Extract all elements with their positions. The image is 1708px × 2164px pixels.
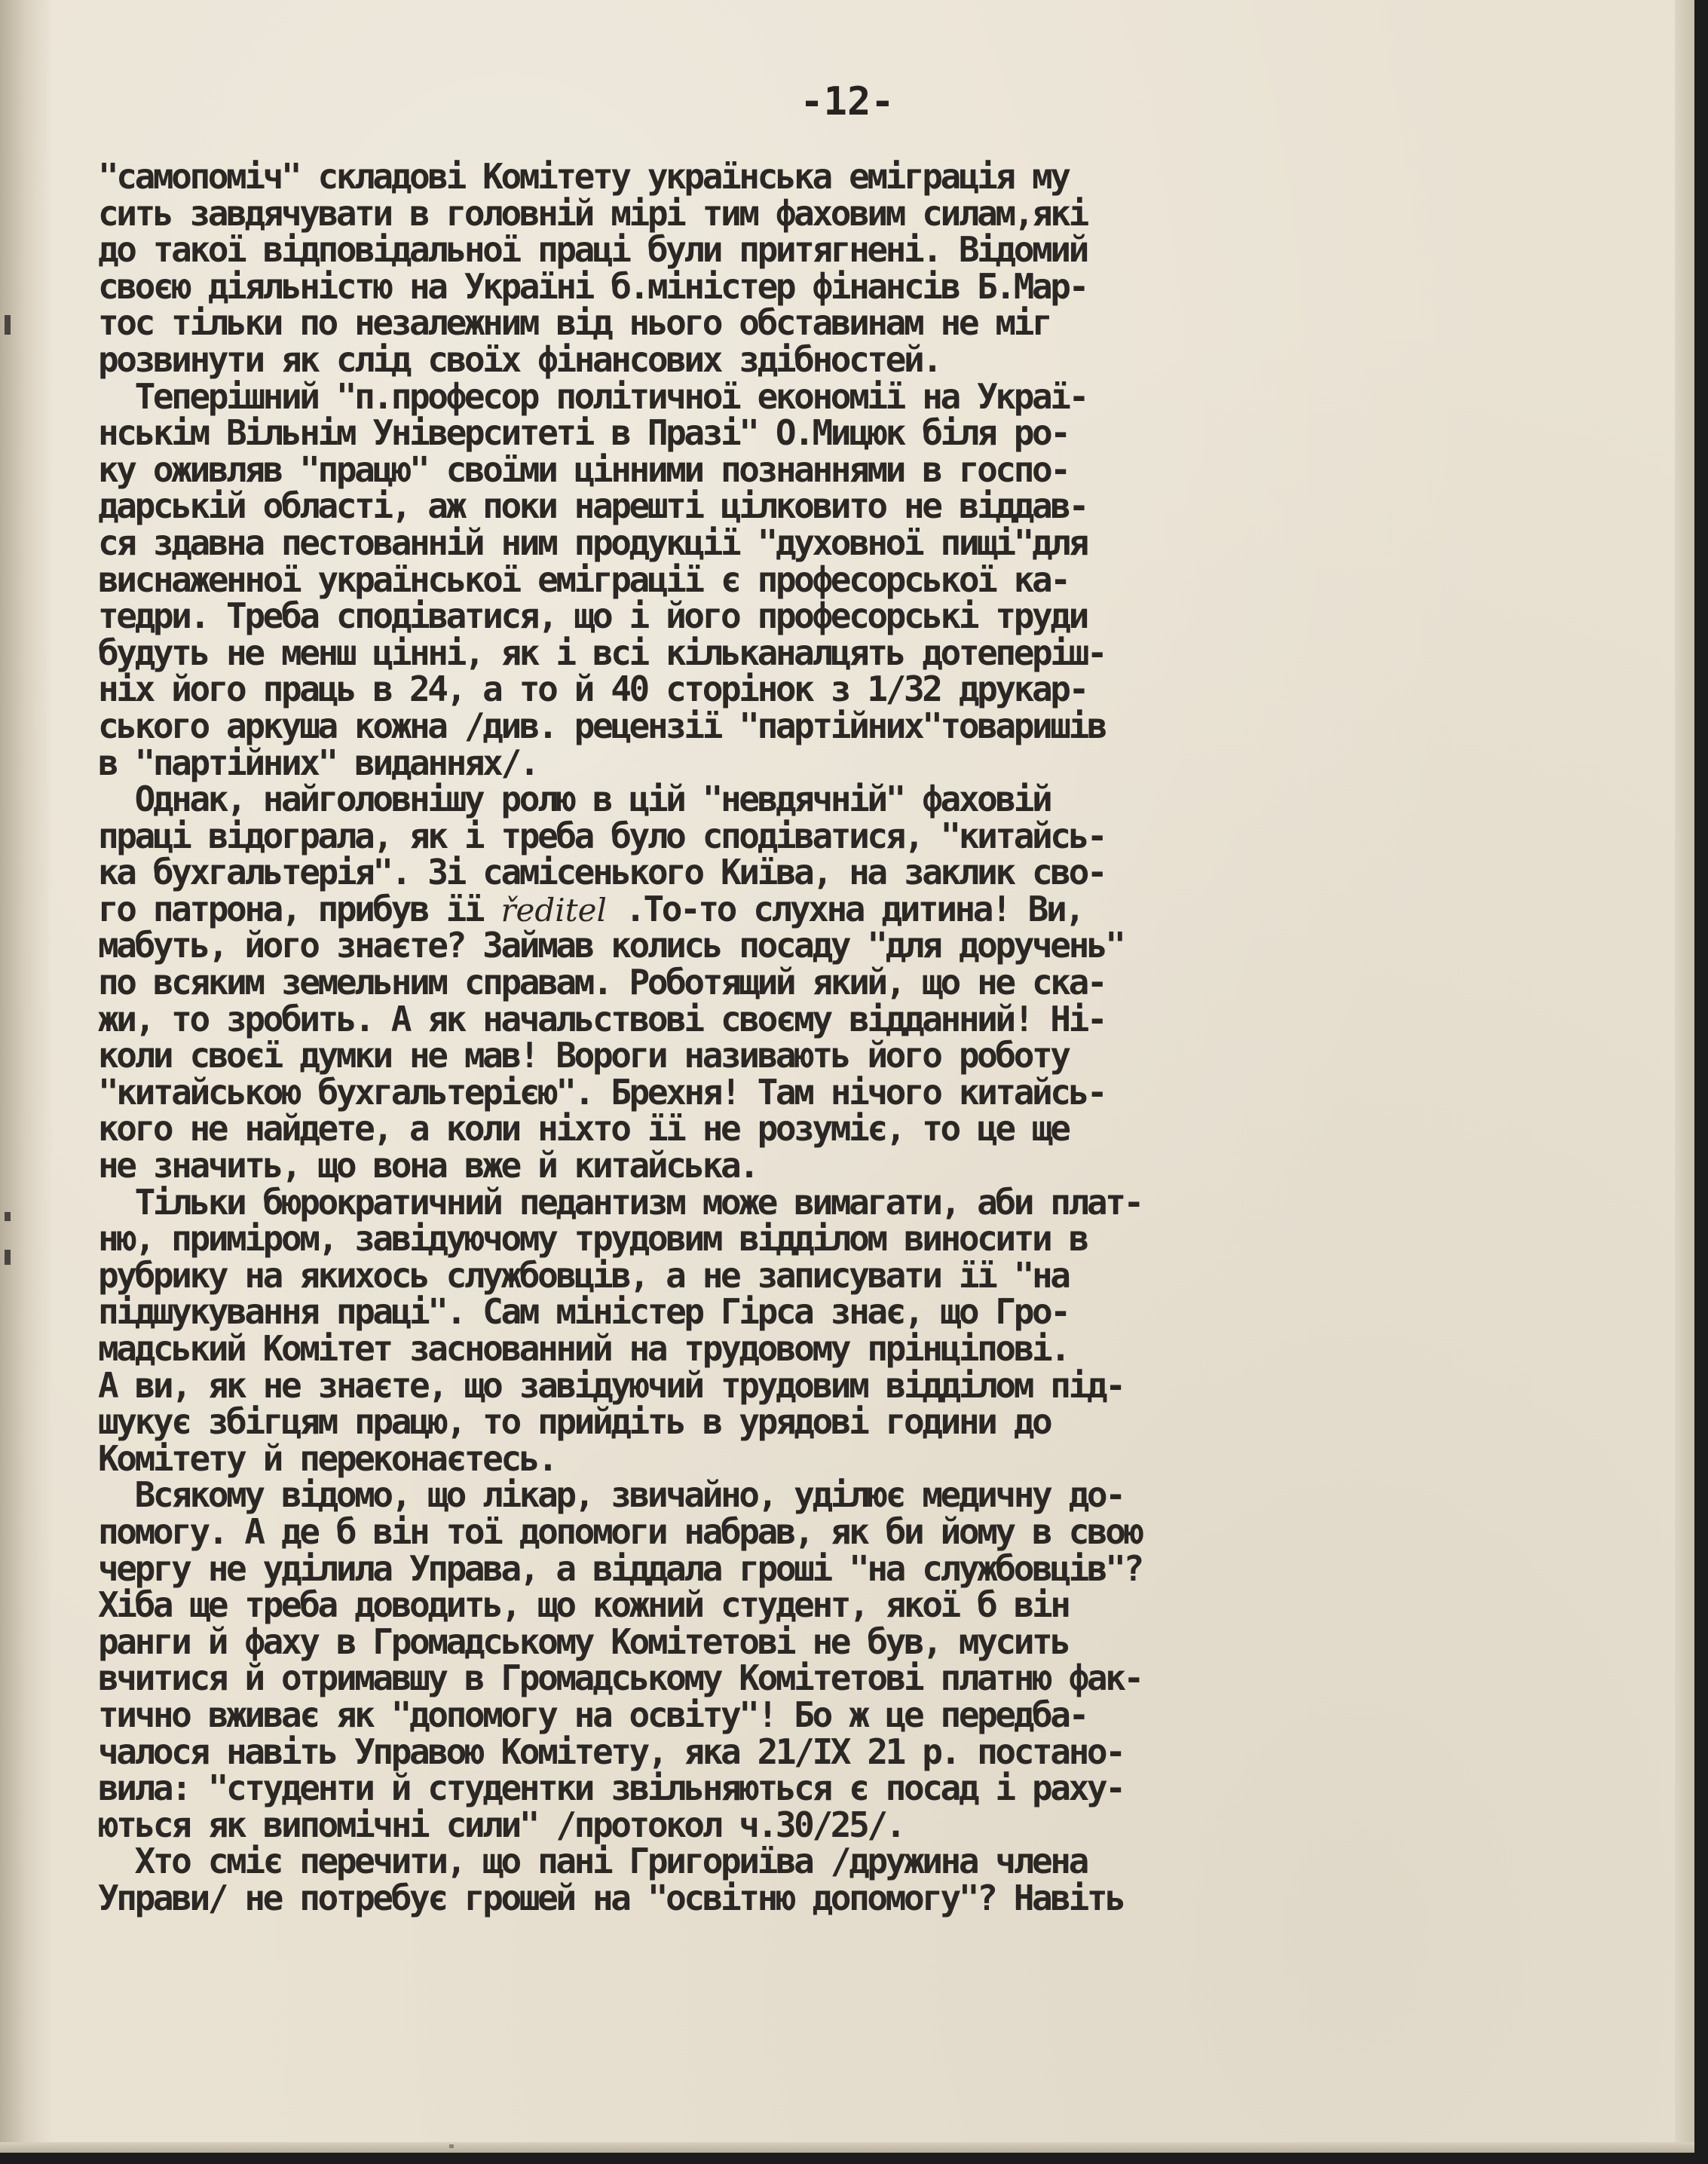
text-line: тос тільки по незалежним від нього обставинам не міг [98,302,1051,344]
text-line: підшукування праці". Сам міністер Гірса знає, що Гро- [98,1291,1069,1333]
text-line: до такої відповідальної праці були притягнені. Відомий [98,229,1087,271]
text-line: в "партійних" виданнях/. [98,742,538,783]
text-line: тично вживає як "допомогу на освіту"! Бо ж це передба- [98,1694,1087,1735]
text-line: Хто сміє перечити, що пані Григориїва /дружина члена [98,1841,1087,1882]
margin-mark [5,1250,11,1265]
text-line: праці відограла, як і треба було сподіватися, "китайсь- [98,815,1106,856]
text-line: помогу. А де б він тої допомоги набрав, як би йому в свою [98,1511,1142,1552]
text-segment: .То-то слухнa дитина! Ви, [606,888,1083,929]
text-line: нськім Вільнім Університеті в Празі" О.Мицюк біля ро- [98,412,1069,454]
text-line: Комітету й переконаєтесь. [98,1437,556,1479]
text-line: ка бухгальтерія". Зі самісенького Київа, на заклик сво- [98,852,1106,893]
text-line: коли своєї думки не мав! Вороги називають його роботу [98,1035,1069,1076]
text-line: шукує збігцям працю, то прийдіть в урядові години до [98,1401,1051,1443]
text-line: дарській області, аж поки нарешті цілковито не віддав- [98,485,1087,527]
text-line: "китайською бухгальтерією". Брехня! Там нічого китайсь- [98,1071,1106,1113]
text-line: чалося навіть Управою Комітету, яка 21/IX 21 р. постано- [98,1731,1124,1772]
text-line: будуть не менш цінні, як і всі кільканалцять дотеперіш- [98,632,1106,673]
margin-mark [5,315,11,335]
text-line: ку оживляв "працю" своїми цінними познаннями в госпо- [98,448,1069,490]
text-line: "самопоміч" складові Комітету українська еміграція му [98,156,1069,197]
page-edge-right [1675,0,1694,2153]
text-line: виснаженної української еміграції є професорської ка- [98,559,1069,600]
text-line: тедри. Треба сподіватися, що і його професорські труди [98,595,1087,637]
text-line: А ви, як не знаєте, що завідуючий трудовим відділом під- [98,1364,1124,1406]
typewritten-text [98,158,1530,1917]
text-line: Управи/ не потребує грошей на "освітню допомогу"? Навіть [98,1877,1124,1918]
text-line: своєю діяльністю на Україні б.міністер фінансів Б.Мар- [98,265,1087,307]
page-edge-bottom [0,2142,1694,2153]
text-line: Однак, найголовнішу ролю в цій "невдячній" фаховій [98,779,1051,820]
text-line: вчитися й отримавшу в Громадському Комітетові платню фак- [98,1657,1142,1699]
text-line: мабуть, його знаєте? Займав колись посаду "для доручень" [98,925,1124,966]
text-line: Тільки бюрократичний педантизм може вимагати, аби плат- [98,1181,1142,1223]
text-line: жи, то зробить. А як начальствові своєму відданний! Ні- [98,998,1106,1039]
text-line: розвинути як слід своїх фінансових здібностей. [98,338,941,380]
ink-speck [449,2144,454,2148]
text-line: ся здавна пестованній ним продукції "духовної пищі"для [98,522,1087,563]
text-line: Теперішний "п.професор політичної економії на Украї- [98,375,1087,417]
text-line: по всяким земельним справам. Роботящий який, що не ска- [98,962,1106,1003]
page-number: -12- [800,79,895,124]
text-line: Хіба ще треба доводить, що кожний студент, якої б він [98,1584,1069,1626]
text-line: ню, приміром, завідуючому трудовим відділом виносити в [98,1218,1087,1260]
margin-mark [5,1212,11,1221]
text-line: ються як випомічні сили" /протокол ч.30/25/. [98,1804,904,1845]
text-segment: го патрона, прибув її [98,888,501,929]
text-line: чергу не уділила Управа, а віддала гроші "на службовців"? [98,1547,1142,1589]
text-line: ранги й фаху в Громадському Комітетові не був, мусить [98,1621,1069,1662]
text-line: ського аркуша кожна /див. рецензії "партійних"товаришів [98,705,1106,746]
text-line: кого не найдете, а коли ніхто її не розуміє, то це ще [98,1108,1069,1149]
handwritten-word: ředitel [500,891,607,929]
text-line: вила: "студенти й студентки звільняються є посад і раху- [98,1768,1124,1809]
text-line: ніх його праць в 24, а то й 40 сторінок з 1/32 друкар- [98,669,1087,710]
text-line: Всякому відомо, що лікар, звичайно, уділює медичну до- [98,1474,1124,1516]
text-line: сить завдячувати в головній мірі тим фаховим силам,які [98,192,1087,234]
text-line: мадський Комітет заснованний на трудовому прінціпові. [98,1328,1069,1369]
text-line: не значить, що вона вже й китайська. [98,1145,758,1186]
text-line-with-handwriting [98,888,1530,929]
text-line: рубрику на якихось службовців, а не записувати її "на [98,1254,1069,1296]
